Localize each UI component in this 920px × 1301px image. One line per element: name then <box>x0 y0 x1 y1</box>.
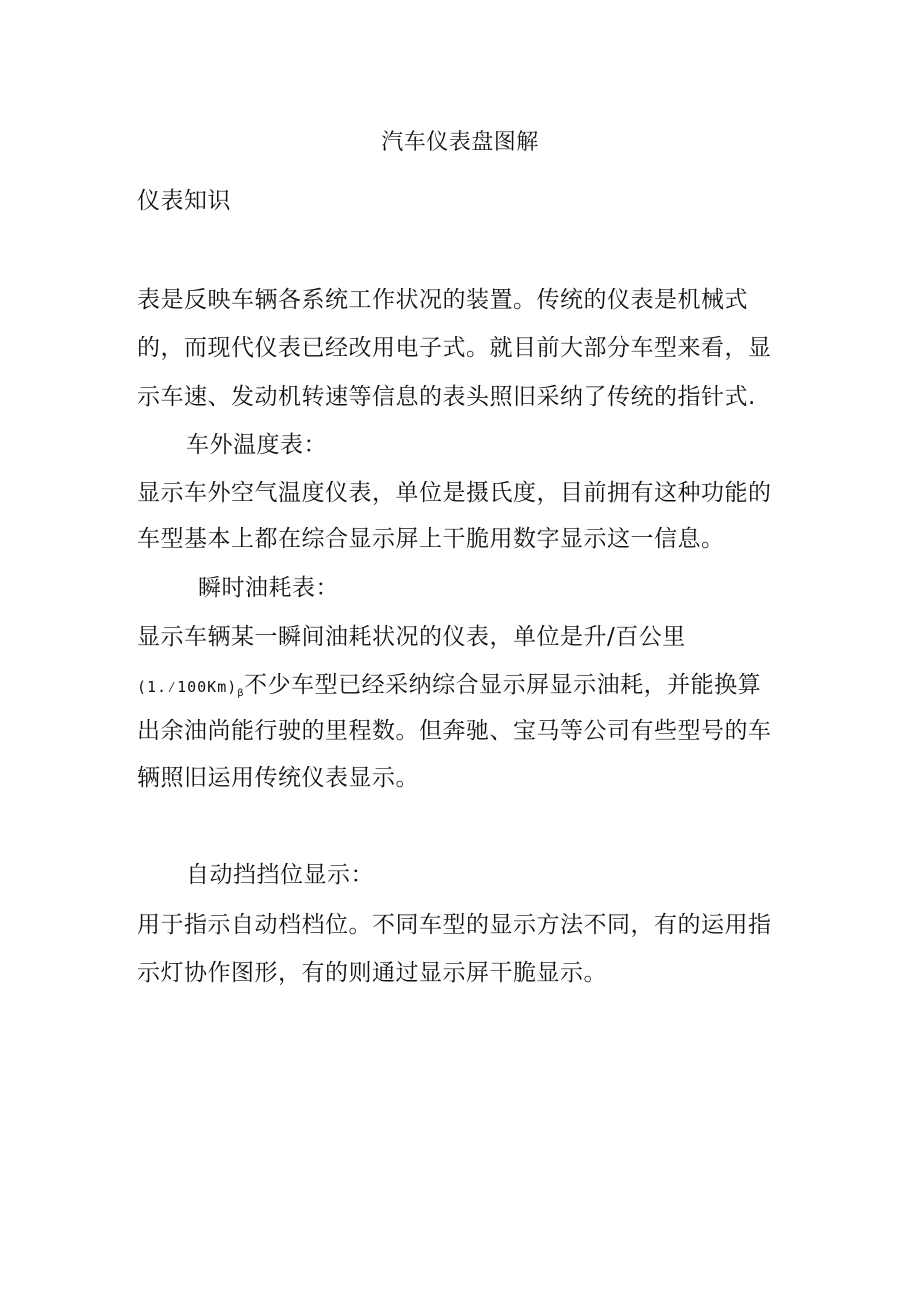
fuel-consumption-line-3: 出余油尚能行驶的里程数。但奔驰、宝马等公司有些型号的车 <box>137 718 772 744</box>
document-title: 汽车仪表盘图解 <box>381 130 539 155</box>
outside-temp-line-2: 车型基本上都在综合显示屏上干脆用数字显示这一信息。 <box>137 526 725 552</box>
fuel-consumption-line-1: 显示车辆某一瞬间油耗状况的仪表，单位是升/百公里 <box>137 624 686 650</box>
intro-line-1: 表是反映车辆各系统工作状况的装置。传统的仪表是机械式 <box>137 287 748 313</box>
fuel-consumption-line-2-text: 不少车型已经采纳综合显示屏显示油耗，并能换算 <box>244 672 762 698</box>
fuel-consumption-line-2 <box>137 670 761 709</box>
fuel-unit-label: (1.⁄100Km) <box>137 678 238 696</box>
intro-line-2: 的，而现代仪表已经改用电子式。就目前大部分车型来看，显 <box>137 335 772 361</box>
outside-temp-heading: 车外温度表： <box>186 432 327 458</box>
fuel-consumption-line-4: 辆照旧运用传统仪表显示。 <box>137 765 419 791</box>
gear-display-line-2: 示灯协作图形，有的则通过显示屏干脆显示。 <box>137 960 607 986</box>
outside-temp-line-1: 显示车外空气温度仪表，单位是摄氏度，目前拥有这种功能的 <box>137 480 772 506</box>
fuel-unit-subscript: β <box>237 688 245 699</box>
section-heading: 仪表知识 <box>137 188 231 214</box>
fuel-consumption-heading: 瞬时油耗表： <box>198 575 339 601</box>
intro-line-3: 示车速、发动机转速等信息的表头照旧采纳了传统的指针式. <box>137 384 756 410</box>
gear-display-line-1: 用于指示自动档档位。不同车型的显示方法不同，有的运用指 <box>137 912 772 938</box>
gear-display-heading: 自动挡挡位显示： <box>186 862 374 888</box>
